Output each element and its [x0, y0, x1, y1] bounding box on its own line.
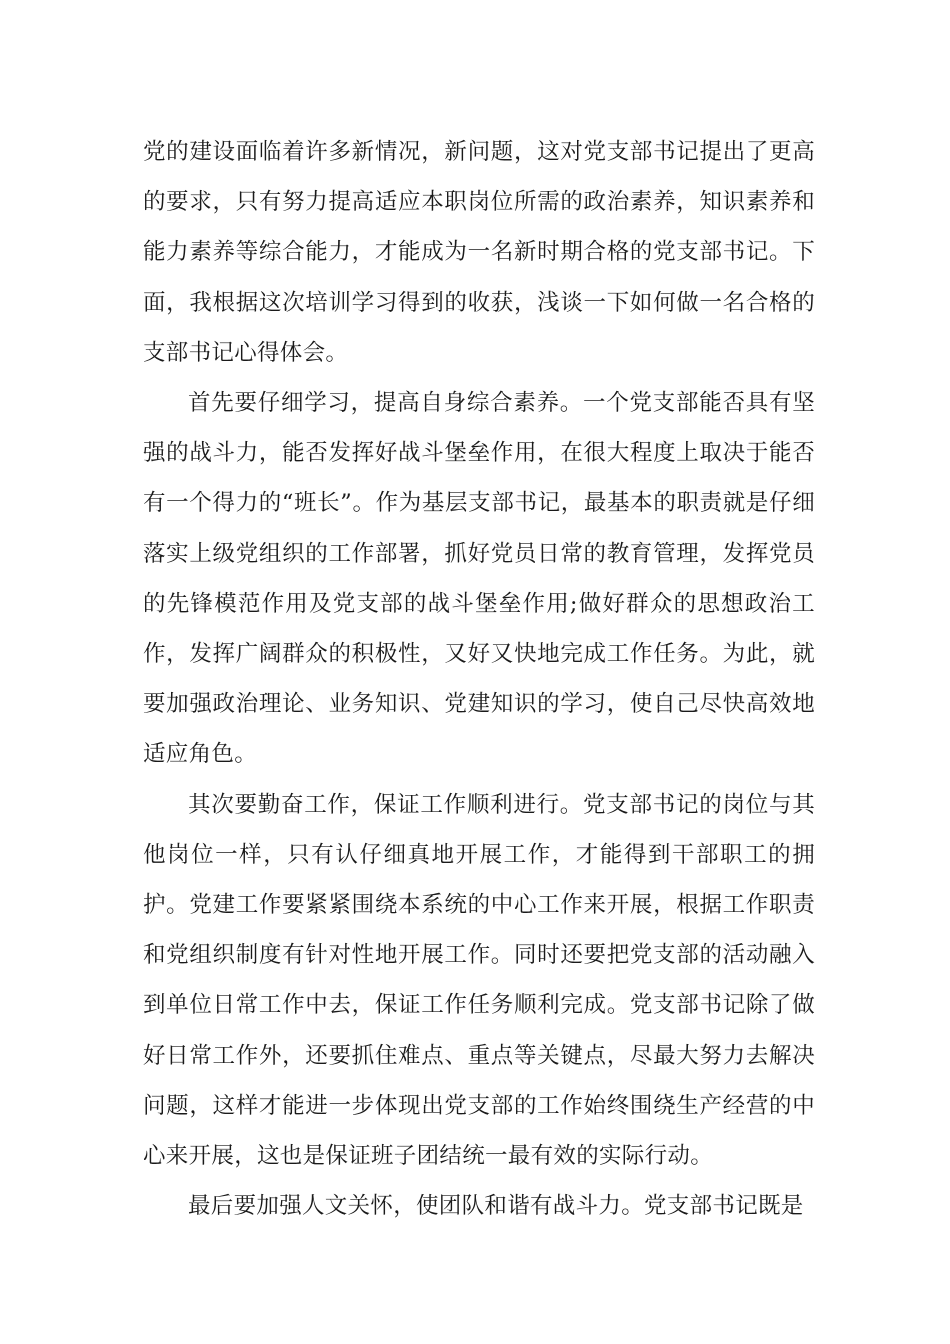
paragraph-2: 首先要仔细学习，提高自身综合素养。一个党支部能否具有坚强的战斗力，能否发挥好战斗堡垒作用，在很大程度上取决于能否有一个得力的“班长”。作为基层支部书记，最基本的职责就是仔细落实上级党组织的工作部署，抓好党员日常的教育管理，发挥党员的先锋模范作用及党支部的战斗堡垒作用;做好群众的思想政治工作，发挥广阔群众的积极性，又好又快地完成工作任务。为此，就要加强政治理论、业务知识、党建知识的学习，使自己尽快高效地适应角色。 [143, 390, 815, 768]
paragraph-1: 党的建设面临着许多新情况，新问题，这对党支部书记提出了更高的要求，只有努力提高适应本职岗位所需的政治素养，知识素养和能力素养等综合能力，才能成为一名新时期合格的党支部书记。下面，我根据这次培训学习得到的收获，浅谈一下如何做一名合格的支部书记心得体会。 [143, 139, 815, 366]
document-body [143, 127, 815, 1231]
paragraph-4: 最后要加强人文关怀，使团队和谐有战斗力。党支部书记既是 [188, 1193, 804, 1220]
paragraph-3: 其次要勤奋工作，保证工作顺利进行。党支部书记的岗位与其他岗位一样，只有认仔细真地开展工作，才能得到干部职工的拥护。党建工作要紧紧围绕本系统的中心工作来开展，根据工作职责和党组织制度有针对性地开展工作。同时还要把党支部的活动融入到单位日常工作中去，保证工作任务顺利完成。党支部书记除了做好日常工作外，还要抓住难点、重点等关键点，尽最大努力去解决问题，这样才能进一步体现出党支部的工作始终围绕生产经营的中心来开展，这也是保证班子团结统一最有效的实际行动。 [143, 791, 815, 1170]
